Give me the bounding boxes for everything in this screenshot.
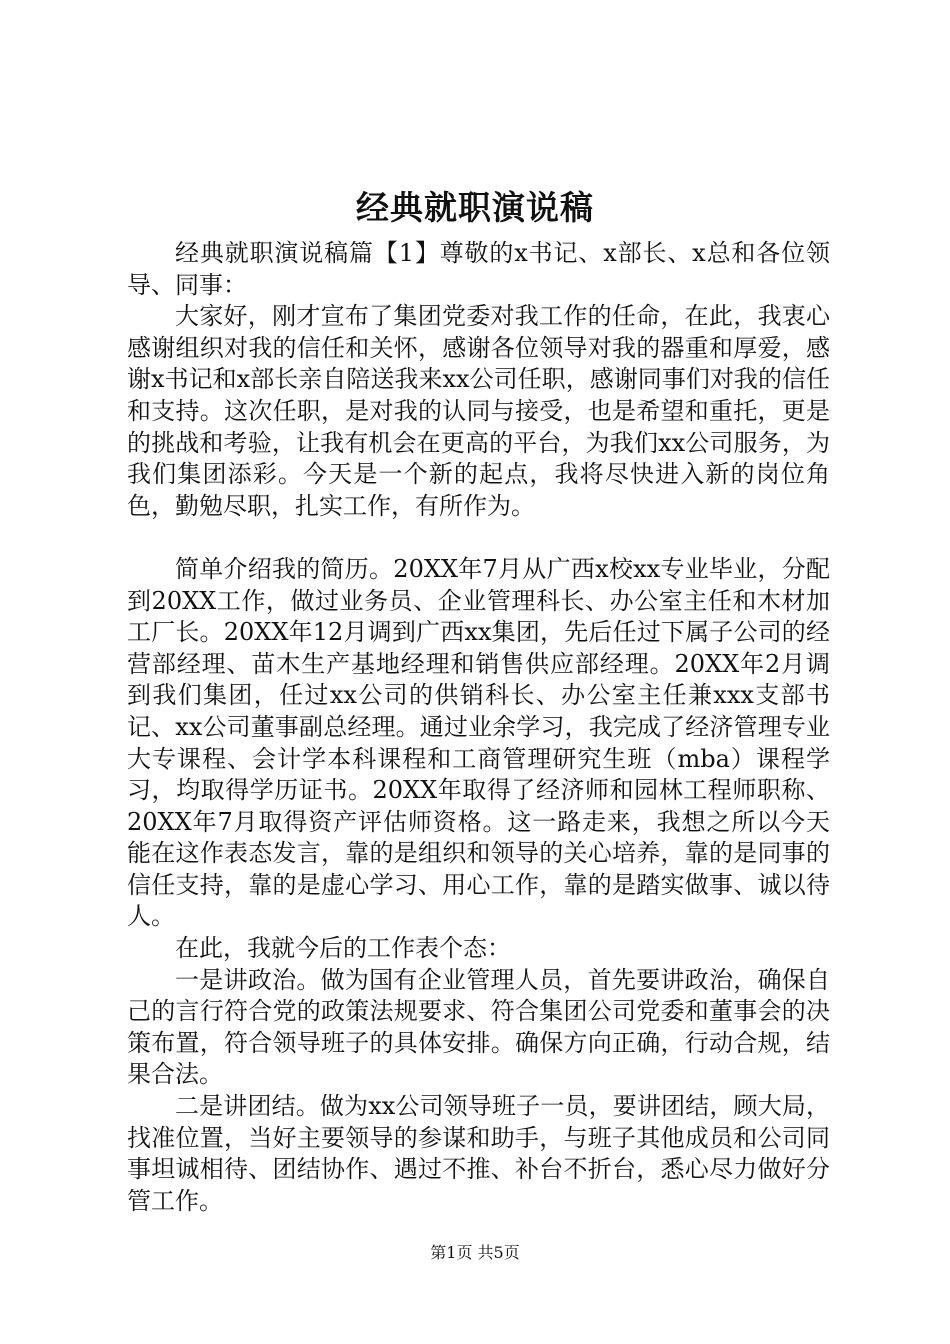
paragraph-stance-intro: 在此，我就今后的工作表个态：: [175, 934, 511, 963]
document-title: 经典就职演说稿: [356, 188, 594, 227]
document-body: [127, 238, 830, 1217]
page-indicator: 第1页 共5页: [430, 1243, 520, 1262]
paragraph-greeting: 大家好，刚才宣布了集团党委对我工作的任命，在此，我衷心感谢组织对我的信任和关怀，感谢各位领导对我的器重和厚爱，感谢x书记和x部长亲自陪送我来xx公司任职，感谢同事们对我的信任和支持。这次任职，是对我的认同与接受，也是希望和重托，更是的挑战和考验，让我有机会在更高的平台，为我们xx公司服务，为我们集团添彩。今天是一个新的起点，我将尽快进入新的岗位角色，勤勉尽职，扎实工作，有所作为。: [127, 302, 830, 520]
paragraph-point-politics: 一是讲政治。做为国有企业管理人员，首先要讲政治，确保自己的言行符合党的政策法规要求、符合集团公司党委和董事会的决策布置，符合领导班子的具体安排。确保方向正确，行动合规，结果合法。: [127, 965, 830, 1089]
paragraph-salutation: 经典就职演说稿篇【1】尊敬的x书记、x部长、x总和各位领导、同事：: [127, 239, 830, 299]
paragraph-point-unity: 二是讲团结。做为xx公司领导班子一员，要讲团结，顾大局，找准位置，当好主要领导的参谋和助手，与班子其他成员和公司同事坦诚相待、团结协作、遇过不推、补台不折台，悉心尽力做好分管工作。: [127, 1092, 830, 1215]
paragraph-resume: 简单介绍我的简历。20XX年7月从广西x校xx专业毕业，分配到20XX工作，做过业务员、企业管理科长、办公室主任和木材加工厂长。20XX年12月调到广西xx集团，先后任过下属子公司的经营部经理、苗木生产基地经理和销售供应部经理。20XX年2月调到我们集团，任过xx公司的供销科长、办公室主任兼xxx支部书记、xx公司董事副总经理。通过业余学习，我完成了经济管理专业大专课程、会计学本科课程和工商管理研究生班（mba）课程学习，均取得学历证书。20XX年取得了经济师和园林工程师职称、20XX年7月取得资产评估师资格。这一路走来，我想之所以今天能在这作表态发言，靠的是组织和领导的关心培养，靠的是同事的信任支持，靠的是虚心学习、用心工作，靠的是踏实做事、诚以待人。: [127, 554, 830, 931]
